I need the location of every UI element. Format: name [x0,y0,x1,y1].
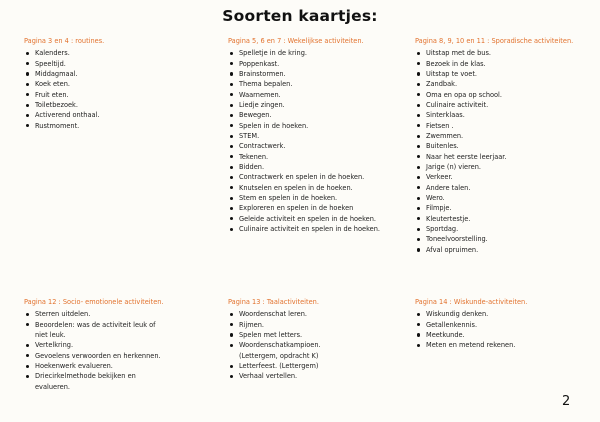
list-item [228,121,380,131]
list-item-text: Wiskundig denken. [426,310,489,319]
list-item [228,131,380,141]
list-item [228,330,346,340]
list-item-text: Exploreren en spelen in de hoeken [239,204,354,213]
list-item-text: Wero. [426,194,445,202]
section-title: Pagina 3 en 4 : routines. [24,37,105,45]
list-item-text: Buitenles. [426,142,459,151]
list-item-text: Fietsen . [426,121,454,130]
list-item [24,69,104,79]
section-sporadic-activities [415,37,573,255]
list-item [415,340,527,350]
list-item-text: Jarige (n) vieren. [426,162,481,171]
list-item [228,100,380,110]
item-list [415,48,573,255]
list-item [415,309,527,319]
list-item-text: Gevoelens verwoorden en herkennen. [35,351,161,360]
list-item-text: Contractwerk. [239,142,286,151]
list-item [228,141,380,151]
list-item-text: Woordenschat leren. [239,310,307,319]
page-number: 2 [562,394,571,409]
list-item [228,90,380,100]
list-item-text: Waarnemen. [239,90,281,99]
list-item [415,234,573,244]
page-title: Soorten kaartjes: [222,7,378,25]
list-item [24,59,104,69]
list-item [228,152,380,162]
list-item-text: Sinterklaas. [426,111,465,120]
list-item [415,48,573,58]
list-item [228,361,346,371]
list-item-text: Hoekenwerk evalueren. [35,361,113,370]
list-item [228,59,380,69]
list-item-text: Rustmoment. [35,121,80,130]
list-item-text: Activerend onthaal. [35,111,100,120]
list-item-text: Beoordelen: was de activiteit leuk of niet leuk. [35,320,156,339]
list-item-text: Contractwerk en spelen in de hoeken. [239,173,365,182]
list-item-text: Liedje zingen. [239,100,285,109]
list-item [24,110,104,120]
list-item-text: Zandbak. [426,80,458,89]
list-item [24,100,104,110]
list-item [228,69,380,79]
list-item [228,214,380,224]
list-item-text: Spelletje in de kring. [239,49,307,58]
item-list [24,309,164,392]
section-language-activities [228,298,346,382]
list-item [228,340,346,361]
list-item-text: Brainstormen. [239,69,286,78]
list-item [24,351,164,361]
list-item-text: Driecirkelmethode bekijken en evalueren. [35,372,136,391]
section-title: Pagina 12 : Socio- emotionele activiteiten. [24,298,164,306]
list-item-text: Naar het eerste leerjaar. [426,152,507,161]
list-item-text: Woordenschatkampioen. (Lettergem, opdracht K) [239,341,321,360]
section-weekly-activities [228,37,380,234]
list-item [415,110,573,120]
list-item [415,193,573,203]
list-item-text: Kalenders. [35,49,70,58]
list-item [228,183,380,193]
list-item-text: Koek eten. [35,80,70,89]
list-item-text: Spelen in de hoeken. [239,121,309,130]
list-item [24,121,104,131]
list-item-text: Vertelkring. [35,341,74,350]
list-item [228,371,346,381]
list-item [24,90,104,100]
list-item-text: Bewegen. [239,111,272,120]
list-item-text: Fruit eten. [35,90,69,99]
list-item-text: Culinaire activiteit en spelen in de hoeken. [239,225,380,234]
list-item [228,193,380,203]
item-list [415,309,527,350]
list-item [24,309,164,319]
list-item-text: Uitstap met de bus. [426,49,491,58]
list-item [415,69,573,79]
list-item [415,152,573,162]
list-item [228,203,380,213]
list-item [415,141,573,151]
list-item-text: Toneelvoorstelling. [426,235,488,244]
section-title: Pagina 14 : Wiskunde-activiteiten. [415,298,528,306]
list-item-text: Kleutertestje. [426,214,471,223]
list-item-text: Verkeer. [426,173,453,182]
list-item [415,59,573,69]
list-item-text: Tekenen. [239,152,269,161]
item-list [228,309,346,381]
list-item [24,371,159,392]
list-item-text: Sportdag. [426,225,459,234]
list-item [415,172,573,182]
list-item [415,121,573,131]
list-item [24,361,164,371]
list-item-text: Meten en metend rekenen. [426,341,516,350]
list-item-text: Uitstap te voet. [426,69,477,78]
list-item [228,79,380,89]
list-item [415,79,573,89]
list-item-text: Oma en opa op school. [426,90,502,99]
list-item [228,309,346,319]
list-item-text: Rijmen. [239,320,265,329]
list-item-text: Thema bepalen. [239,80,293,89]
list-item-text: Geleide activiteit en spelen in de hoeken. [239,214,377,223]
list-item-text: Stem en spelen in de hoeken. [239,194,338,202]
list-item [228,162,380,172]
list-item [228,110,380,120]
item-list [228,48,380,234]
list-item-text: Bidden. [239,162,265,171]
list-item [24,79,104,89]
list-item-text: Zwemmen. [426,131,464,140]
list-item-text: Verhaal vertellen. [239,372,298,381]
list-item [415,224,573,234]
section-math-activities [415,298,527,351]
list-item-text: Knutselen en spelen in de hoeken. [239,183,353,192]
list-item-text: Spelen met letters. [239,330,303,339]
list-item-text: Culinaire activiteit. [426,100,489,109]
list-item-text: Speeltijd. [35,59,66,68]
section-socio-emotional-activities [24,298,164,392]
list-item-text: Poppenkast. [239,59,280,68]
list-item-text: Getallenkennis. [426,320,478,329]
section-title: Pagina 5, 6 en 7 : Wekelijkse activiteiten. [228,37,364,45]
list-item [24,320,159,341]
section-title: Pagina 8, 9, 10 en 11 : Sporadische activiteiten. [415,37,574,45]
list-item [415,131,573,141]
list-item-text: STEM. [239,131,260,140]
list-item-text: Middagmaal. [35,69,78,78]
list-item [228,172,380,182]
list-item-text: Sterren uitdelen. [35,310,91,319]
list-item [24,48,104,58]
section-routines [24,37,104,131]
item-list [24,48,104,131]
list-item [228,224,380,234]
list-item [228,320,346,330]
list-item-text: Toiletbezoek. [35,100,78,109]
list-item [415,183,573,193]
list-item-text: Meetkunde. [426,330,465,339]
list-item [415,245,573,255]
list-item [228,48,380,58]
list-item-text: Letterfeest. (Lettergem) [239,361,319,370]
list-item [415,214,573,224]
list-item-text: Afval opruimen. [426,245,479,254]
list-item [415,330,527,340]
list-item [24,340,164,350]
list-item [415,100,573,110]
list-item [415,320,527,330]
list-item [415,90,573,100]
list-item-text: Bezoek in de klas. [426,59,486,68]
list-item [415,162,573,172]
section-title: Pagina 13 : Taalactiviteiten. [228,298,319,306]
list-item [415,203,573,213]
list-item-text: Andere talen. [426,183,471,192]
list-item-text: Filmpje. [426,204,452,213]
